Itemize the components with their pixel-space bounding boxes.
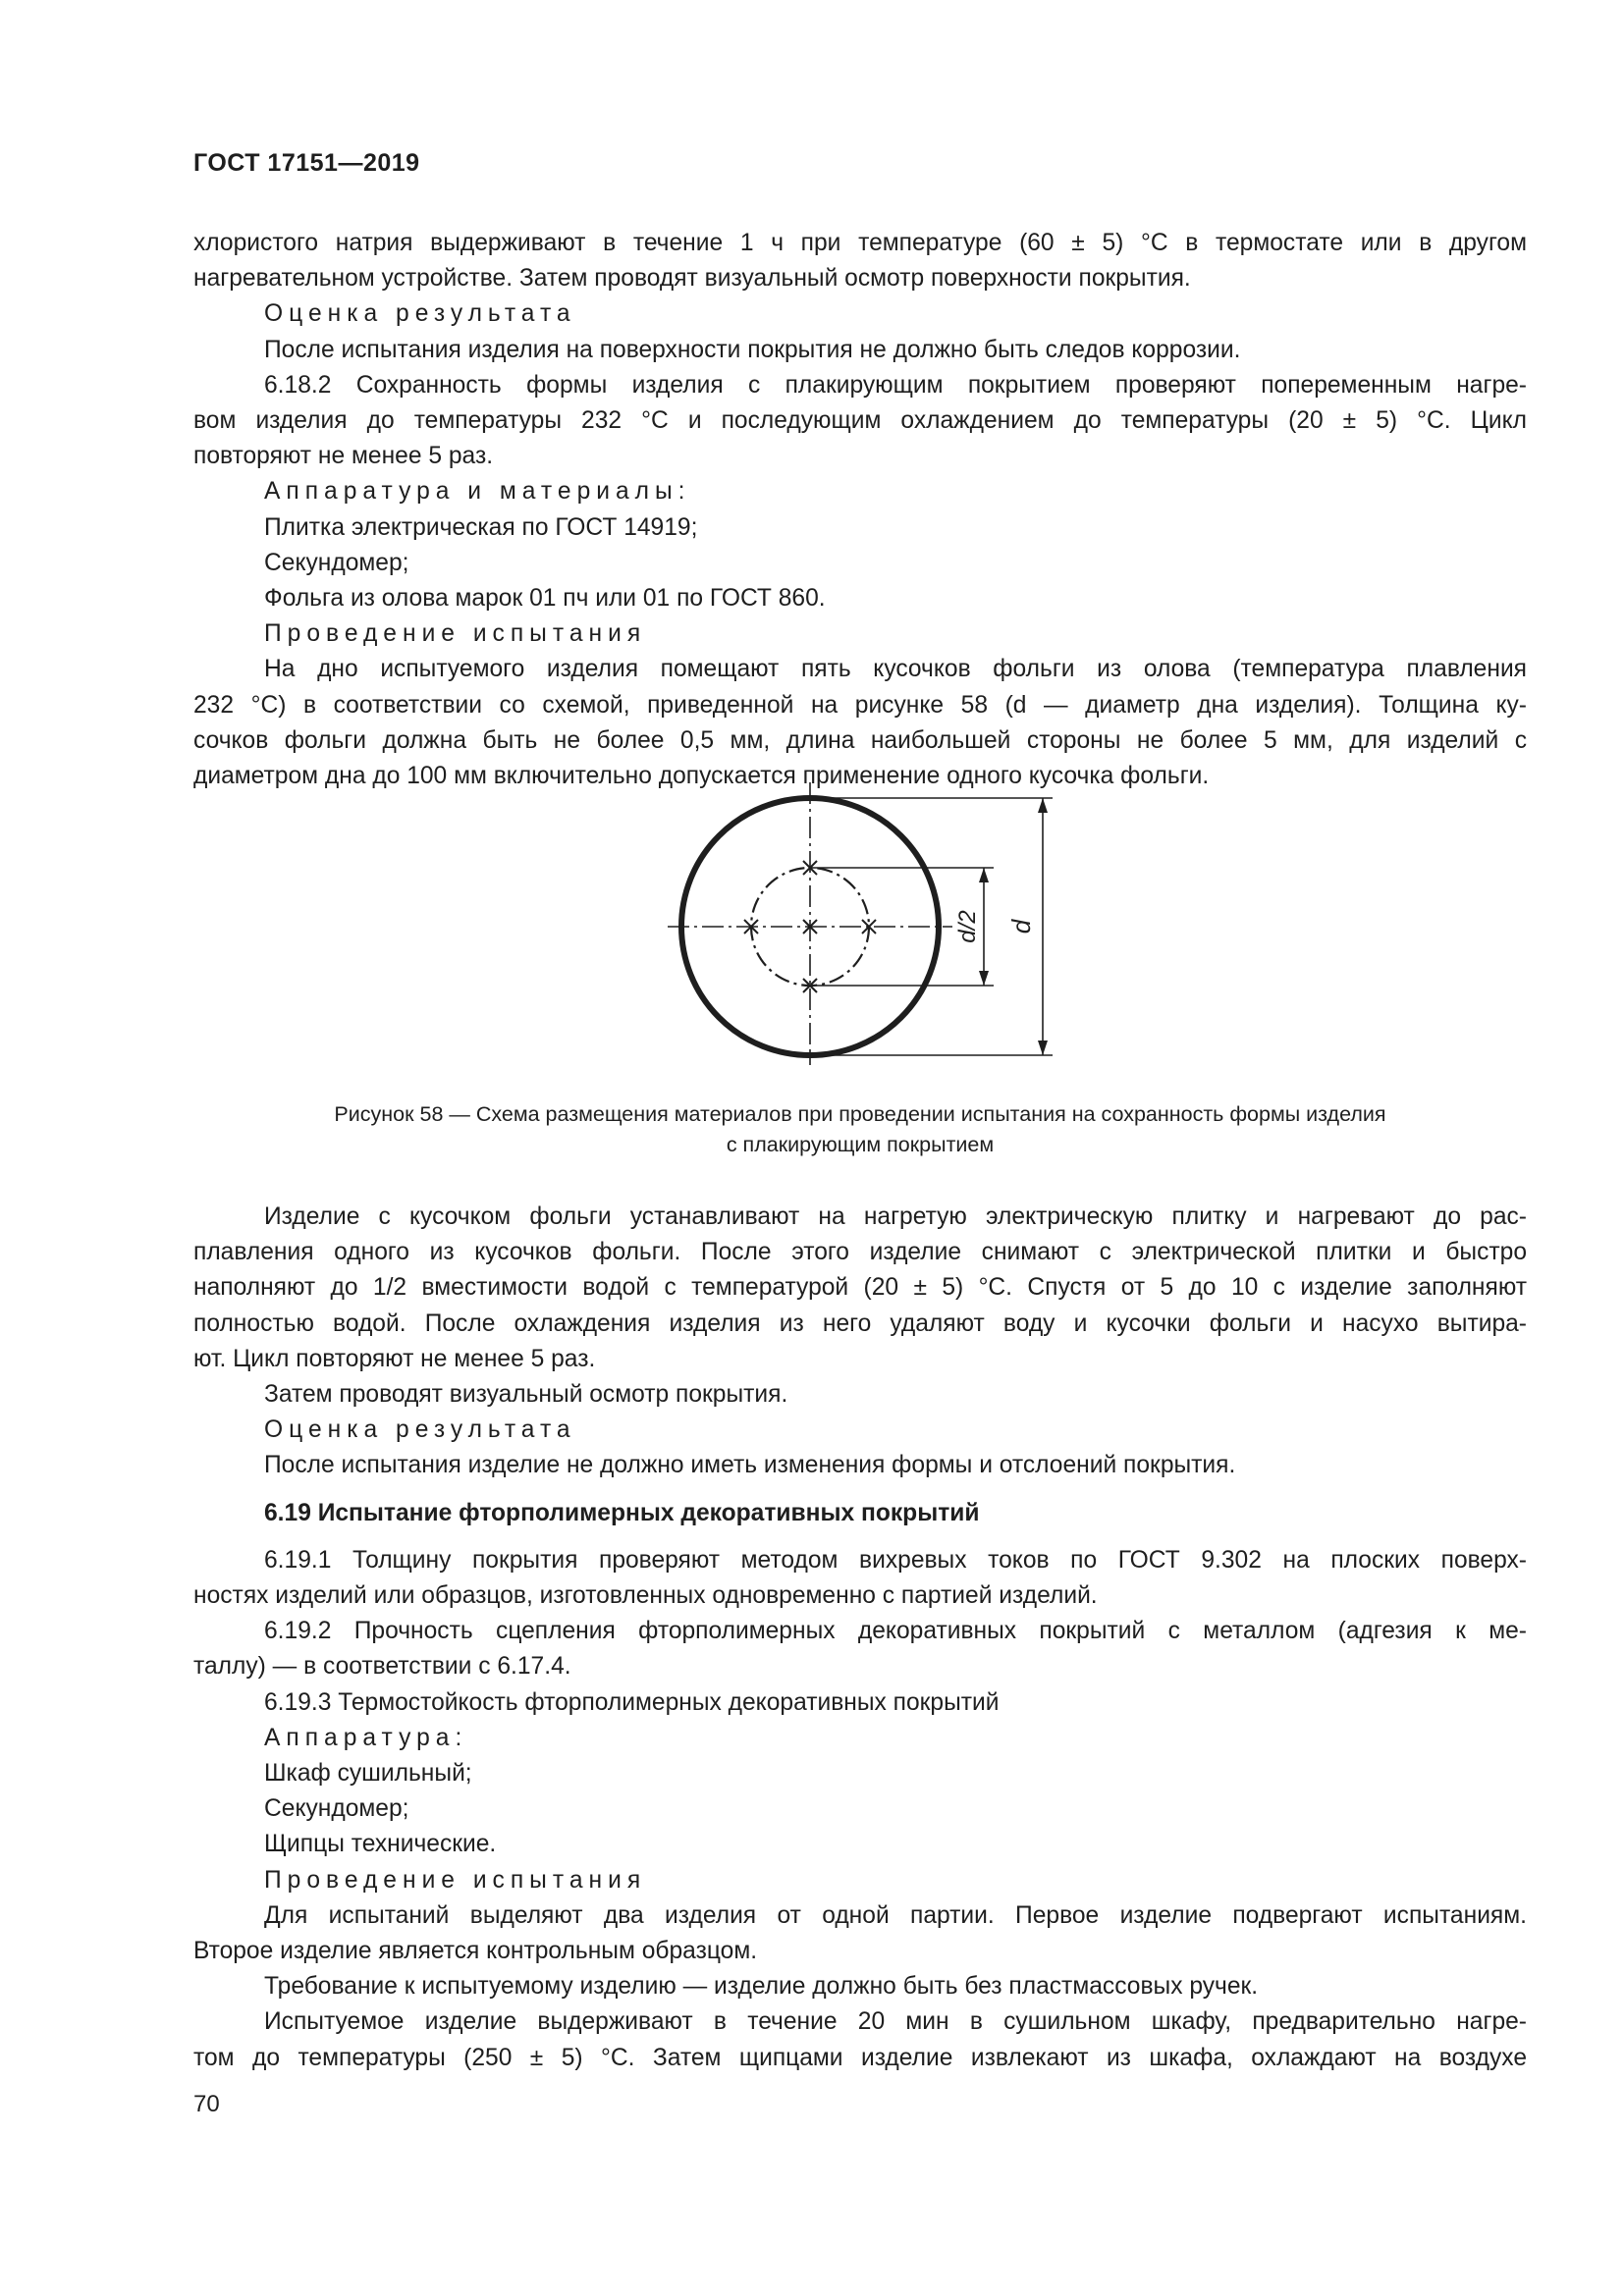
text-line: 6.19.3 Термостойкость фторполимерных декоративных покрытий <box>264 1688 1000 1716</box>
text-block-top <box>193 226 1527 794</box>
foil-placement-schematic <box>648 780 1060 1065</box>
text-line: Щипцы технические. <box>264 1831 497 1858</box>
text-line: Плитка электрическая по ГОСТ 14919; <box>264 513 698 541</box>
text-line: Оценка результата <box>264 300 576 328</box>
text-line: На дно испытуемого изделия помещают пять кусочков фольги из олова (температура плавления <box>264 656 1527 683</box>
label-diameter: d <box>1006 919 1036 934</box>
text-line: нагревательном устройстве. Затем проводят визуальный осмотр поверхности покрытия. <box>193 265 1191 293</box>
text-line: Секундомер; <box>264 549 409 576</box>
text-line: Изделие с кусочком фольги устанавливают на нагретую электрическую плитку и нагревают до рас- <box>264 1203 1527 1230</box>
text-line: 6.19 Испытание фторполимерных декоративных покрытий <box>264 1499 980 1526</box>
text-line: ют. Цикл повторяют не менее 5 раз. <box>193 1345 596 1372</box>
text-line: Проведение испытания <box>264 620 647 648</box>
text-line: плавления одного из кусочков фольги. После этого изделие снимают с электрической плитки и быстро <box>193 1239 1527 1266</box>
text-line: 6.19.1 Толщину покрытия проверяют методом вихревых токов по ГОСТ 9.302 на плоских поверх- <box>264 1546 1527 1574</box>
text-line: таллу) — в соответствии с 6.17.4. <box>193 1653 571 1681</box>
text-line: наполняют до 1/2 вместимости водой с температурой (20 ± 5) °C. Спустя от 5 до 10 с изделие заполняют <box>193 1274 1527 1302</box>
text-line: Второе изделие является контрольным образцом. <box>193 1938 758 1965</box>
figure-caption-line: Рисунок 58 — Схема размещения материалов при проведении испытания на сохранность формы изделия <box>334 1102 1386 1126</box>
text-line: Испытуемое изделие выдерживают в течение 20 мин в сушильном шкафу, предварительно нагре- <box>264 2008 1527 2036</box>
figure-caption-line: с плакирующим покрытием <box>726 1133 995 1156</box>
text-line: 6.19.2 Прочность сцепления фторполимерных декоративных покрытий с металлом (адгезия к ме- <box>264 1618 1527 1645</box>
text-line: Аппаратура и материалы: <box>264 478 691 506</box>
text-line: повторяют не менее 5 раз. <box>193 443 494 470</box>
text-line: Фольга из олова марок 01 пч или 01 по ГОСТ 860. <box>264 585 826 613</box>
text-block-bottom <box>193 1200 1527 2076</box>
text-line: Для испытаний выделяют два изделия от одной партии. Первое изделие подвергают испытаниям. <box>264 1901 1527 1929</box>
page-number: 70 <box>193 2091 220 2117</box>
text-line: После испытания изделие не должно иметь изменения формы и отслоений покрытия. <box>264 1452 1236 1479</box>
text-line: 6.18.2 Сохранность формы изделия с плакирующим покрытием проверяют попеременным нагре- <box>264 371 1527 399</box>
document-header: ГОСТ 17151—2019 <box>193 149 420 177</box>
figure-58-diagram <box>648 780 1060 1070</box>
text-line: Оценка результата <box>264 1416 576 1444</box>
text-line: диаметром дна до 100 мм включительно допускается применение одного кусочка фольги. <box>193 763 1210 790</box>
text-line: ностях изделий или образцов, изготовленных одновременно с партией изделий. <box>193 1582 1098 1610</box>
text-line: Секундомер; <box>264 1795 409 1823</box>
text-line: том до температуры (250 ± 5) °C. Затем щипцами изделие извлекают из шкафа, охлаждают на воздухе <box>193 2044 1527 2071</box>
text-line: Затем проводят визуальный осмотр покрытия. <box>264 1381 788 1409</box>
text-line: Требование к испытуемому изделию — изделие должно быть без пластмассовых ручек. <box>264 1973 1259 2001</box>
text-line: сочков фольги должна быть не более 0,5 мм, длина наибольшей стороны не более 5 мм, для изделий с <box>193 726 1527 754</box>
text-line: 232 °C) в соответствии со схемой, приведенной на рисунке 58 (d — диаметр дна изделия). Толщина ку- <box>193 691 1527 719</box>
text-line: полностью водой. После охлаждения изделия из него удаляют воду и кусочки фольги и насухо вытира- <box>193 1309 1527 1337</box>
dimension-line-full <box>1038 798 1048 1055</box>
label-half-diameter: d/2 <box>954 910 981 943</box>
text-line: Проведение испытания <box>264 1866 647 1894</box>
text-line: вом изделия до температуры 232 °C и последующим охлаждением до температуры (20 ± 5) °C. Цикл <box>193 407 1527 435</box>
figure-caption <box>193 1099 1527 1160</box>
text-line: Аппаратура: <box>264 1724 468 1751</box>
text-line: Шкаф сушильный; <box>264 1760 472 1788</box>
text-line: хлористого натрия выдерживают в течение 1 ч при температуре (60 ± 5) °C в термостате или в другом <box>193 230 1527 256</box>
text-line: После испытания изделия на поверхности покрытия не должно быть следов коррозии. <box>264 336 1241 363</box>
